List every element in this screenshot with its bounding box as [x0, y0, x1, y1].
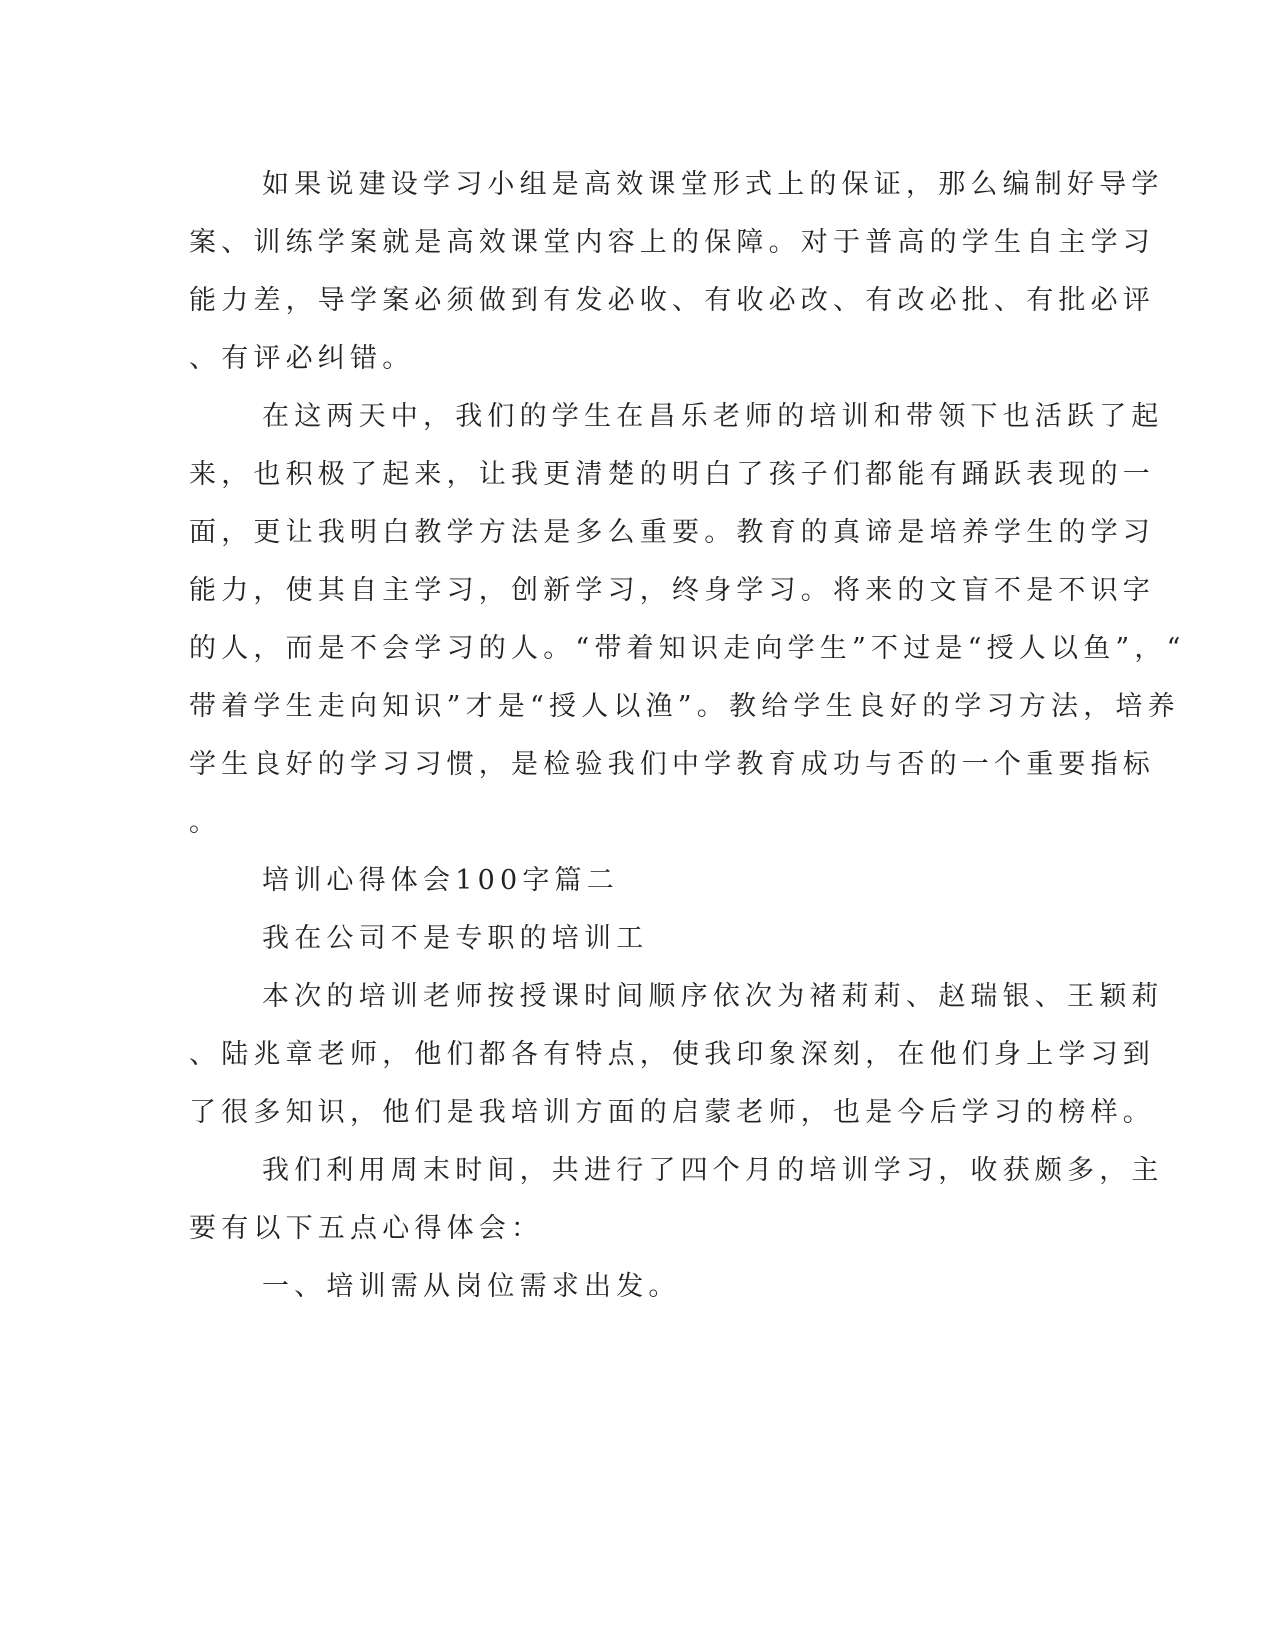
paragraph-3-line-2: 、陆兆章老师，他们都各有特点，使我印象深刻，在他们身上学习到	[189, 1039, 1155, 1070]
paragraph-3-line-3: 了很多知识，他们是我培训方面的启蒙老师，也是今后学习的榜样。	[189, 1097, 1155, 1128]
point-one-line: 一、培训需从岗位需求出发。	[262, 1271, 681, 1302]
paragraph-4-line-2: 要有以下五点心得体会：	[189, 1213, 544, 1244]
paragraph-4-line-1: 我们利用周末时间，共进行了四个月的培训学习，收获颇多，主	[262, 1155, 1164, 1186]
paragraph-2-line-7: 学生良好的学习习惯，是检验我们中学教育成功与否的一个重要指标	[189, 749, 1155, 780]
paragraph-1-line-3: 能力差，导学案必须做到有发必收、有收必改、有改必批、有批必评	[189, 285, 1155, 316]
section-heading: 培训心得体会100字篇二	[262, 865, 619, 896]
paragraph-2-line-8: 。	[189, 807, 222, 838]
paragraph-2-line-4: 能力，使其自主学习，创新学习，终身学习。将来的文盲不是不识字	[189, 575, 1155, 606]
paragraph-2-line-1: 在这两天中，我们的学生在昌乐老师的培训和带领下也活跃了起	[262, 401, 1164, 432]
paragraph-2-line-5: 的人，而是不会学习的人。“带着知识走向学生”不过是“授人以鱼”，“	[189, 633, 1186, 664]
paragraph-1-line-2: 案、训练学案就是高效课堂内容上的保障。对于普高的学生自主学习	[189, 227, 1155, 258]
subheading-line: 我在公司不是专职的培训工	[262, 923, 649, 954]
paragraph-1-line-1: 如果说建设学习小组是高效课堂形式上的保证，那么编制好导学	[262, 169, 1164, 200]
paragraph-1-line-4: 、有评必纠错。	[189, 343, 415, 374]
paragraph-2-line-2: 来，也积极了起来，让我更清楚的明白了孩子们都能有踊跃表现的一	[189, 459, 1155, 490]
paragraph-2-line-3: 面，更让我明白教学方法是多么重要。教育的真谛是培养学生的学习	[189, 517, 1155, 548]
paragraph-3-line-1: 本次的培训老师按授课时间顺序依次为褚莉莉、赵瑞银、王颖莉	[262, 981, 1164, 1012]
paragraph-2-line-6: 带着学生走向知识”才是“授人以渔”。教给学生良好的学习方法，培养	[189, 691, 1180, 722]
